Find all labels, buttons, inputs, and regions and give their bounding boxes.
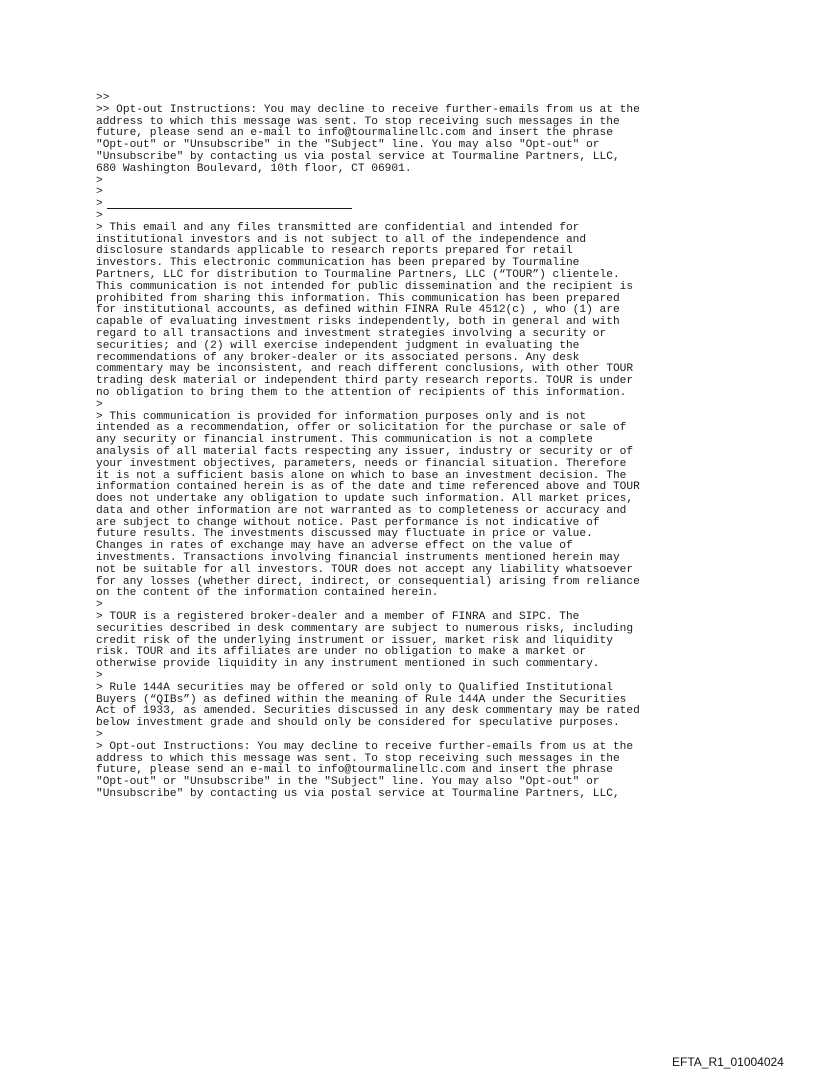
email-body-line: >	[96, 599, 103, 612]
email-body-line: intended as a recommendation, offer or solicitation for the purchase or sale of	[96, 422, 627, 435]
email-body-line: >	[96, 209, 103, 222]
email-body-line: for any losses (whether direct, indirect, or consequential) arising from reliance	[96, 575, 640, 588]
email-body-line: >	[96, 186, 103, 199]
email-body-line: data and other information are not warranted as to completeness or accuracy and	[96, 504, 627, 517]
email-body-line: for institutional accounts, as defined within FINRA Rule 4512(c) , who (1) are	[96, 304, 620, 317]
email-body-line: investments. Transactions involving financial instruments mentioned herein may	[96, 552, 620, 565]
email-body-line: recommendations of any broker-dealer or its associated persons. Any desk	[96, 351, 580, 364]
document-id-stamp: EFTA_R1_01004024	[672, 1055, 784, 1069]
email-body-line: commentary may be inconsistent, and reach different conclusions, with other TOUR	[96, 363, 634, 376]
email-body-line: >	[96, 174, 103, 187]
email-body-line: does not undertake any obligation to update such information. All market prices,	[96, 493, 634, 506]
email-body-line: >	[96, 670, 103, 683]
email-body-line: risk. TOUR and its affiliates are under no obligation to make a market or	[96, 646, 587, 659]
email-body-line: > This email and any files transmitted are confidential and intended for	[96, 221, 580, 234]
email-body-line: trading desk material or independent third party research reports. TOUR is under	[96, 375, 634, 388]
email-body-line: "Unsubscribe" by contacting us via postal service at Tourmaline Partners, LLC,	[96, 150, 620, 163]
email-body-line: address to which this message was sent. To stop receiving such messages in the	[96, 752, 620, 765]
email-body-line: This communication is not intended for public dissemination and the recipient is	[96, 280, 634, 293]
email-body-line: otherwise provide liquidity in any instrument mentioned in such commentary.	[96, 658, 600, 671]
email-body-line: capable of evaluating investment risks independently, both in general and with	[96, 316, 620, 329]
email-body-line: Partners, LLC for distribution to Tourmaline Partners, LLC (“TOUR”) clientele.	[96, 268, 620, 281]
email-body-line: information contained herein is as of the date and time referenced above and TOUR	[96, 481, 640, 494]
email-body-line: Buyers (“QIBs”) as defined within the meaning of Rule 144A under the Securities	[96, 693, 627, 706]
email-body-line: on the content of the information contained herein.	[96, 587, 439, 600]
email-body-line: regard to all transactions and investment strategies involving a security or	[96, 327, 607, 340]
email-body-line: > Opt-out Instructions: You may decline to receive further-emails from us at the	[96, 740, 634, 753]
email-body-line: >> Opt-out Instructions: You may decline to receive further-emails from us at the	[96, 103, 640, 116]
separator-rule	[107, 199, 352, 209]
email-body-line: any security or financial instrument. This communication is not a complete	[96, 434, 593, 447]
email-body-line: "Opt-out" or "Unsubscribe" in the "Subject" line. You may also "Opt-out" or	[96, 776, 600, 789]
email-body-line: > This communication is provided for information purposes only and is not	[96, 410, 587, 423]
email-body-line: not be suitable for all investors. TOUR does not accept any liability whatsoever	[96, 563, 634, 576]
email-body-text	[96, 93, 756, 801]
email-body-line: analysis of all material facts respecting any issuer, industry or security or of	[96, 445, 634, 458]
email-body-line: securities; and (2) will exercise independent judgment in evaluating the	[96, 339, 580, 352]
email-body-line: are subject to change without notice. Past performance is not indicative of	[96, 516, 600, 529]
email-body-line: your investment objectives, parameters, needs or financial situation. Therefore	[96, 457, 627, 470]
email-body-line: > TOUR is a registered broker-dealer and a member of FINRA and SIPC. The	[96, 611, 580, 624]
email-body-line: >	[96, 729, 103, 742]
email-body-line: securities described in desk commentary are subject to numerous risks, including	[96, 622, 634, 635]
email-body-line: > Rule 144A securities may be offered or sold only to Qualified Institutional	[96, 681, 613, 694]
email-body-line: future, please send an e-mail to info@tourmalinellc.com and insert the phrase	[96, 764, 613, 777]
email-body-line: future, please send an e-mail to info@tourmalinellc.com and insert the phrase	[96, 127, 613, 140]
email-body-line: >	[96, 199, 756, 211]
email-body-line: credit risk of the underlying instrument or issuer, market risk and liquidity	[96, 634, 613, 647]
email-body-line: Act of 1933, as amended. Securities discussed in any desk commentary may be rated	[96, 705, 640, 718]
email-body-line: below investment grade and should only be considered for speculative purposes.	[96, 717, 620, 730]
email-body-line: it is not a sufficient basis alone on which to base an investment decision. The	[96, 469, 627, 482]
email-body-line: institutional investors and is not subject to all of the independence and	[96, 233, 587, 246]
email-body-line: 680 Washington Boulevard, 10th floor, CT 06901.	[96, 162, 412, 175]
email-body-line: >	[96, 398, 103, 411]
email-body-line: >>	[96, 92, 110, 104]
email-body-line: address to which this message was sent. To stop receiving such messages in the	[96, 115, 620, 128]
email-body-line: investors. This electronic communication has been prepared by Tourmaline	[96, 257, 580, 270]
email-body-line: disclosure standards applicable to research reports prepared for retail	[96, 245, 573, 258]
email-body-line: prohibited from sharing this information. This communication has been prepared	[96, 292, 620, 305]
email-body-line: "Unsubscribe" by contacting us via postal service at Tourmaline Partners, LLC,	[96, 788, 620, 801]
email-body-line: future results. The investments discussed may fluctuate in price or value.	[96, 528, 593, 541]
email-body-line: no obligation to bring them to the attention of recipients of this information.	[96, 386, 627, 399]
email-body-line: "Opt-out" or "Unsubscribe" in the "Subject" line. You may also "Opt-out" or	[96, 139, 600, 152]
email-body-line: Changes in rates of exchange may have an adverse effect on the value of	[96, 540, 573, 553]
